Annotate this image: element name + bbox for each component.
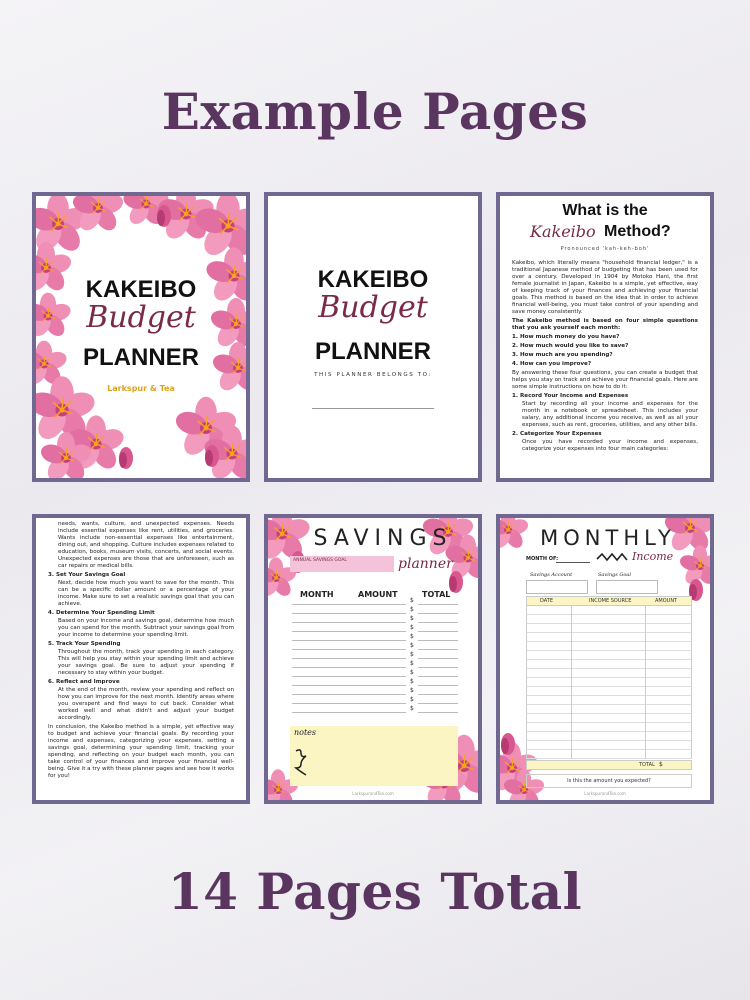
- expected-question: Is this the amount you expected?: [567, 778, 651, 784]
- savings-goal-box[interactable]: [596, 580, 658, 594]
- belongs-title-line1: KAKEIBO: [317, 266, 429, 293]
- savings-row-line: [350, 685, 406, 686]
- savings-goal-label: Savings Goal: [598, 572, 631, 578]
- belongs-caption: THIS PLANNER BELONGS TO:: [314, 372, 432, 378]
- income-table-row[interactable]: [526, 678, 692, 687]
- savings-row-line: [292, 685, 350, 686]
- method2-step3-text: Next, decide how much you want to save for the month. This can be a specific dollar amount or a percentage of your income. Make sure to set a realistic savings goal that you can achieve.: [58, 580, 234, 607]
- savings-row-line: [418, 676, 458, 677]
- method2-step5-title: 5. Track Your Spending: [48, 641, 121, 647]
- savings-row-line: [292, 613, 350, 614]
- savings-row-line: [418, 631, 458, 632]
- income-table-row[interactable]: [526, 606, 692, 615]
- method-step2-text: Once you have recorded your income and expenses, categorize your expenses into four main categories:: [522, 439, 698, 452]
- savings-row-line: [350, 676, 406, 677]
- income-table-row[interactable]: [526, 705, 692, 714]
- savings-row-line: [418, 712, 458, 713]
- income-table-row[interactable]: [526, 732, 692, 741]
- savings-row-dollar: $: [410, 696, 414, 703]
- income-table-row[interactable]: [526, 741, 692, 750]
- method-page-thumbnail[interactable]: [496, 192, 714, 482]
- method2-step4-text: Based on your income and savings goal, determine how much you can spend for the month. Subtract your savings goal from your income to determine your spending limit.: [58, 618, 234, 638]
- savings-row-line: [350, 667, 406, 668]
- method-q3: 3. How much are you spending?: [512, 352, 613, 358]
- savings-row-dollar: $: [410, 687, 414, 694]
- squiggle-icon: [596, 552, 630, 564]
- savings-row-line: [350, 613, 406, 614]
- method-intro: Kakeibo, which literally means "household financial ledger," is a traditional Japanese method of budgeting that has been used for over a century. Developed in 1904 by Motoko Hani, the first female journalist in Japan, Kakeibo is a simple, yet effective, way of keeping track of your finances and achieving your financial goals. This method is based on the idea that in order to achieve financial well-being, you must take control of your spending and save money consistently.: [512, 260, 698, 315]
- method-questions-intro: The Kakeibo method is based on four simple questions that you ask yourself each month:: [512, 318, 698, 331]
- income-table-row[interactable]: [526, 723, 692, 732]
- savings-row-line: [292, 649, 350, 650]
- savings-script: planner: [398, 556, 453, 572]
- savings-row-dollar: $: [410, 660, 414, 667]
- col-amount: AMOUNT: [655, 598, 678, 604]
- savings-row-line: [350, 631, 406, 632]
- income-table-row[interactable]: [526, 615, 692, 624]
- income-table-row[interactable]: [526, 660, 692, 669]
- savings-row-line: [418, 694, 458, 695]
- expected-question-box[interactable]: [526, 774, 692, 788]
- savings-row-dollar: $: [410, 624, 414, 631]
- method-step2-title: 2. Categorize Your Expenses: [512, 431, 602, 437]
- col-month: MONTH: [300, 590, 334, 599]
- savings-row-dollar: $: [410, 678, 414, 685]
- col-amount: AMOUNT: [358, 590, 398, 599]
- savings-row-line: [350, 658, 406, 659]
- income-table-row[interactable]: [526, 651, 692, 660]
- savings-row-dollar: $: [410, 642, 414, 649]
- method-title-script: Kakeibo: [530, 222, 596, 241]
- savings-row-line: [418, 604, 458, 605]
- cover-brand: Larkspur & Tea: [107, 384, 175, 393]
- savings-row-line: [292, 622, 350, 623]
- method2-step6-text: At the end of the month, review your spending and reflect on how you can improve for the next month. Identify areas where you overspent and find ways to cut back. Consider what worked well and what didn't and adjust your budget accordingly.: [58, 687, 234, 721]
- savings-row-line: [418, 658, 458, 659]
- savings-title: SAVINGS: [313, 526, 453, 551]
- method2-step5-text: Throughout the month, track your spending in each category. This will help you stay within your spending limit and achieve your savings goal. Be sure to adjust your spending if necessary to stay within your budget.: [58, 649, 234, 676]
- savings-row-line: [350, 604, 406, 605]
- savings-row-line: [292, 712, 350, 713]
- savings-row-line: [350, 649, 406, 650]
- savings-row-line: [292, 694, 350, 695]
- monthly-title: MONTHLY: [540, 526, 676, 550]
- savings-row-line: [418, 640, 458, 641]
- method2-categories: needs, wants, culture, and unexpected expenses. Needs include essential expenses like rent, utilities, and groceries. Wants include non-essential expenses like entertainment, dining out, and shopping. Culture includes expenses related to education, books, museum visits, concerts, and social events. Unexpected expenses are those that are unforeseen, such as car repairs or medical bills.: [58, 521, 234, 569]
- savings-row-dollar: $: [410, 651, 414, 658]
- savings-account-box[interactable]: [526, 580, 588, 594]
- income-table-row[interactable]: [526, 669, 692, 678]
- method2-step3-title: 3. Set Your Savings Goal: [48, 572, 126, 578]
- col-income-source: INCOME SOURCE: [589, 598, 632, 604]
- savings-row-line: [292, 667, 350, 668]
- page-count-footer: 14 Pages Total: [167, 862, 583, 921]
- belongs-title-script: Budget: [318, 290, 428, 325]
- col-total: TOTAL: [422, 590, 451, 599]
- savings-row-dollar: $: [410, 669, 414, 676]
- income-total-row: [526, 760, 692, 770]
- monthly-script: Income: [632, 550, 674, 563]
- method-q2: 2. How much would you like to save?: [512, 343, 629, 349]
- col-date: DATE: [540, 598, 554, 604]
- month-of-line: [556, 562, 590, 563]
- annual-goal-label: ANNUAL SAVINGS GOAL: [293, 558, 347, 563]
- savings-row-line: [292, 604, 350, 605]
- cover-title-line1: KAKEIBO: [85, 276, 197, 303]
- savings-row-line: [418, 703, 458, 704]
- savings-row-line: [292, 658, 350, 659]
- savings-row-line: [418, 613, 458, 614]
- savings-row-line: [418, 667, 458, 668]
- savings-row-line: [292, 703, 350, 704]
- savings-row-line: [350, 640, 406, 641]
- monthly-income-page-thumbnail[interactable]: [496, 514, 714, 804]
- savings-row-line: [350, 703, 406, 704]
- income-table-row[interactable]: [526, 642, 692, 651]
- page-heading: Example Pages: [161, 82, 589, 141]
- savings-row-dollar: $: [410, 615, 414, 622]
- savings-planner-page-thumbnail[interactable]: [264, 514, 482, 804]
- monthly-footer: LarkspurandTea.com: [584, 791, 626, 796]
- belongs-to-page-thumbnail[interactable]: [264, 192, 482, 482]
- savings-row-line: [418, 649, 458, 650]
- savings-row-line: [292, 676, 350, 677]
- method2-conclusion: In conclusion, the Kakeibo method is a simple, yet effective way to budget and achieve your financial goals. By recording your income and expenses, categorizing your expenses, setting a savings goal, determining your spending limit, tracking your spending, and reflecting on your budget each month, you can take control of your finances and improve your financial well-being. Give it a try with these planner pages and see how it works for you!: [48, 724, 234, 779]
- method-q1: 1. How much money do you have?: [512, 334, 620, 340]
- income-table-row[interactable]: [526, 714, 692, 723]
- savings-row-dollar: $: [410, 633, 414, 640]
- annual-goal-box[interactable]: [290, 556, 394, 572]
- savings-row-line: [418, 685, 458, 686]
- savings-row-dollar: $: [410, 705, 414, 712]
- income-table-header: [526, 596, 692, 606]
- cover-title-line3: PLANNER: [82, 344, 199, 371]
- income-table-row[interactable]: [526, 633, 692, 642]
- cover-page-thumbnail[interactable]: [32, 192, 250, 482]
- total-label: TOTAL: [639, 762, 655, 768]
- method-title-3: Method?: [604, 223, 671, 240]
- income-table-row[interactable]: [526, 696, 692, 705]
- total-dollar: $: [659, 761, 663, 768]
- income-table-row[interactable]: [526, 624, 692, 633]
- savings-account-label: Savings Account: [530, 572, 573, 578]
- savings-row-line: [350, 622, 406, 623]
- savings-row-line: [292, 631, 350, 632]
- method-body: [512, 260, 698, 453]
- savings-footer: LarkspurandTea.com: [352, 791, 394, 796]
- method2-step4-title: 4. Determine Your Spending Limit: [48, 610, 155, 616]
- savings-row-line: [350, 694, 406, 695]
- name-line: [312, 408, 434, 409]
- squiggle-icon: [294, 748, 308, 778]
- method-q4: 4. How can you improve?: [512, 361, 592, 367]
- belongs-title-line3: PLANNER: [314, 338, 431, 365]
- method-title-1: What is the: [562, 202, 648, 219]
- notes-label: notes: [294, 728, 317, 737]
- savings-row-line: [292, 640, 350, 641]
- savings-row-dollar: $: [410, 597, 414, 604]
- savings-row-dollar: $: [410, 606, 414, 613]
- savings-row-line: [418, 622, 458, 623]
- method2-body: [48, 521, 234, 780]
- month-of-label: MONTH OF:: [526, 556, 559, 562]
- income-table-row[interactable]: [526, 687, 692, 696]
- method2-step6-title: 6. Reflect and Improve: [48, 679, 120, 685]
- method-pronunciation: Pronounced 'kah-keh-boh': [560, 246, 650, 252]
- method-continued-page-thumbnail[interactable]: [32, 514, 250, 804]
- cover-title-script: Budget: [86, 300, 196, 335]
- method-step1-title: 1. Record Your Income and Expenses: [512, 393, 629, 399]
- savings-row-line: [350, 712, 406, 713]
- cherry-blossom-border: [36, 196, 246, 478]
- method-step1-text: Start by recording all your income and expenses for the month in a notebook or spreadsheet. This includes your salary, any additional income you receive, as well as all your expenses, such as rent, groceries, utilities, and any other bills.: [522, 401, 698, 428]
- income-table-row[interactable]: [526, 750, 692, 759]
- notes-box[interactable]: [290, 726, 458, 786]
- method-after: By answering these four questions, you can create a budget that helps you stay on track and achieve your financial goals. Here are some simple instructions on how to do it:: [512, 370, 698, 390]
